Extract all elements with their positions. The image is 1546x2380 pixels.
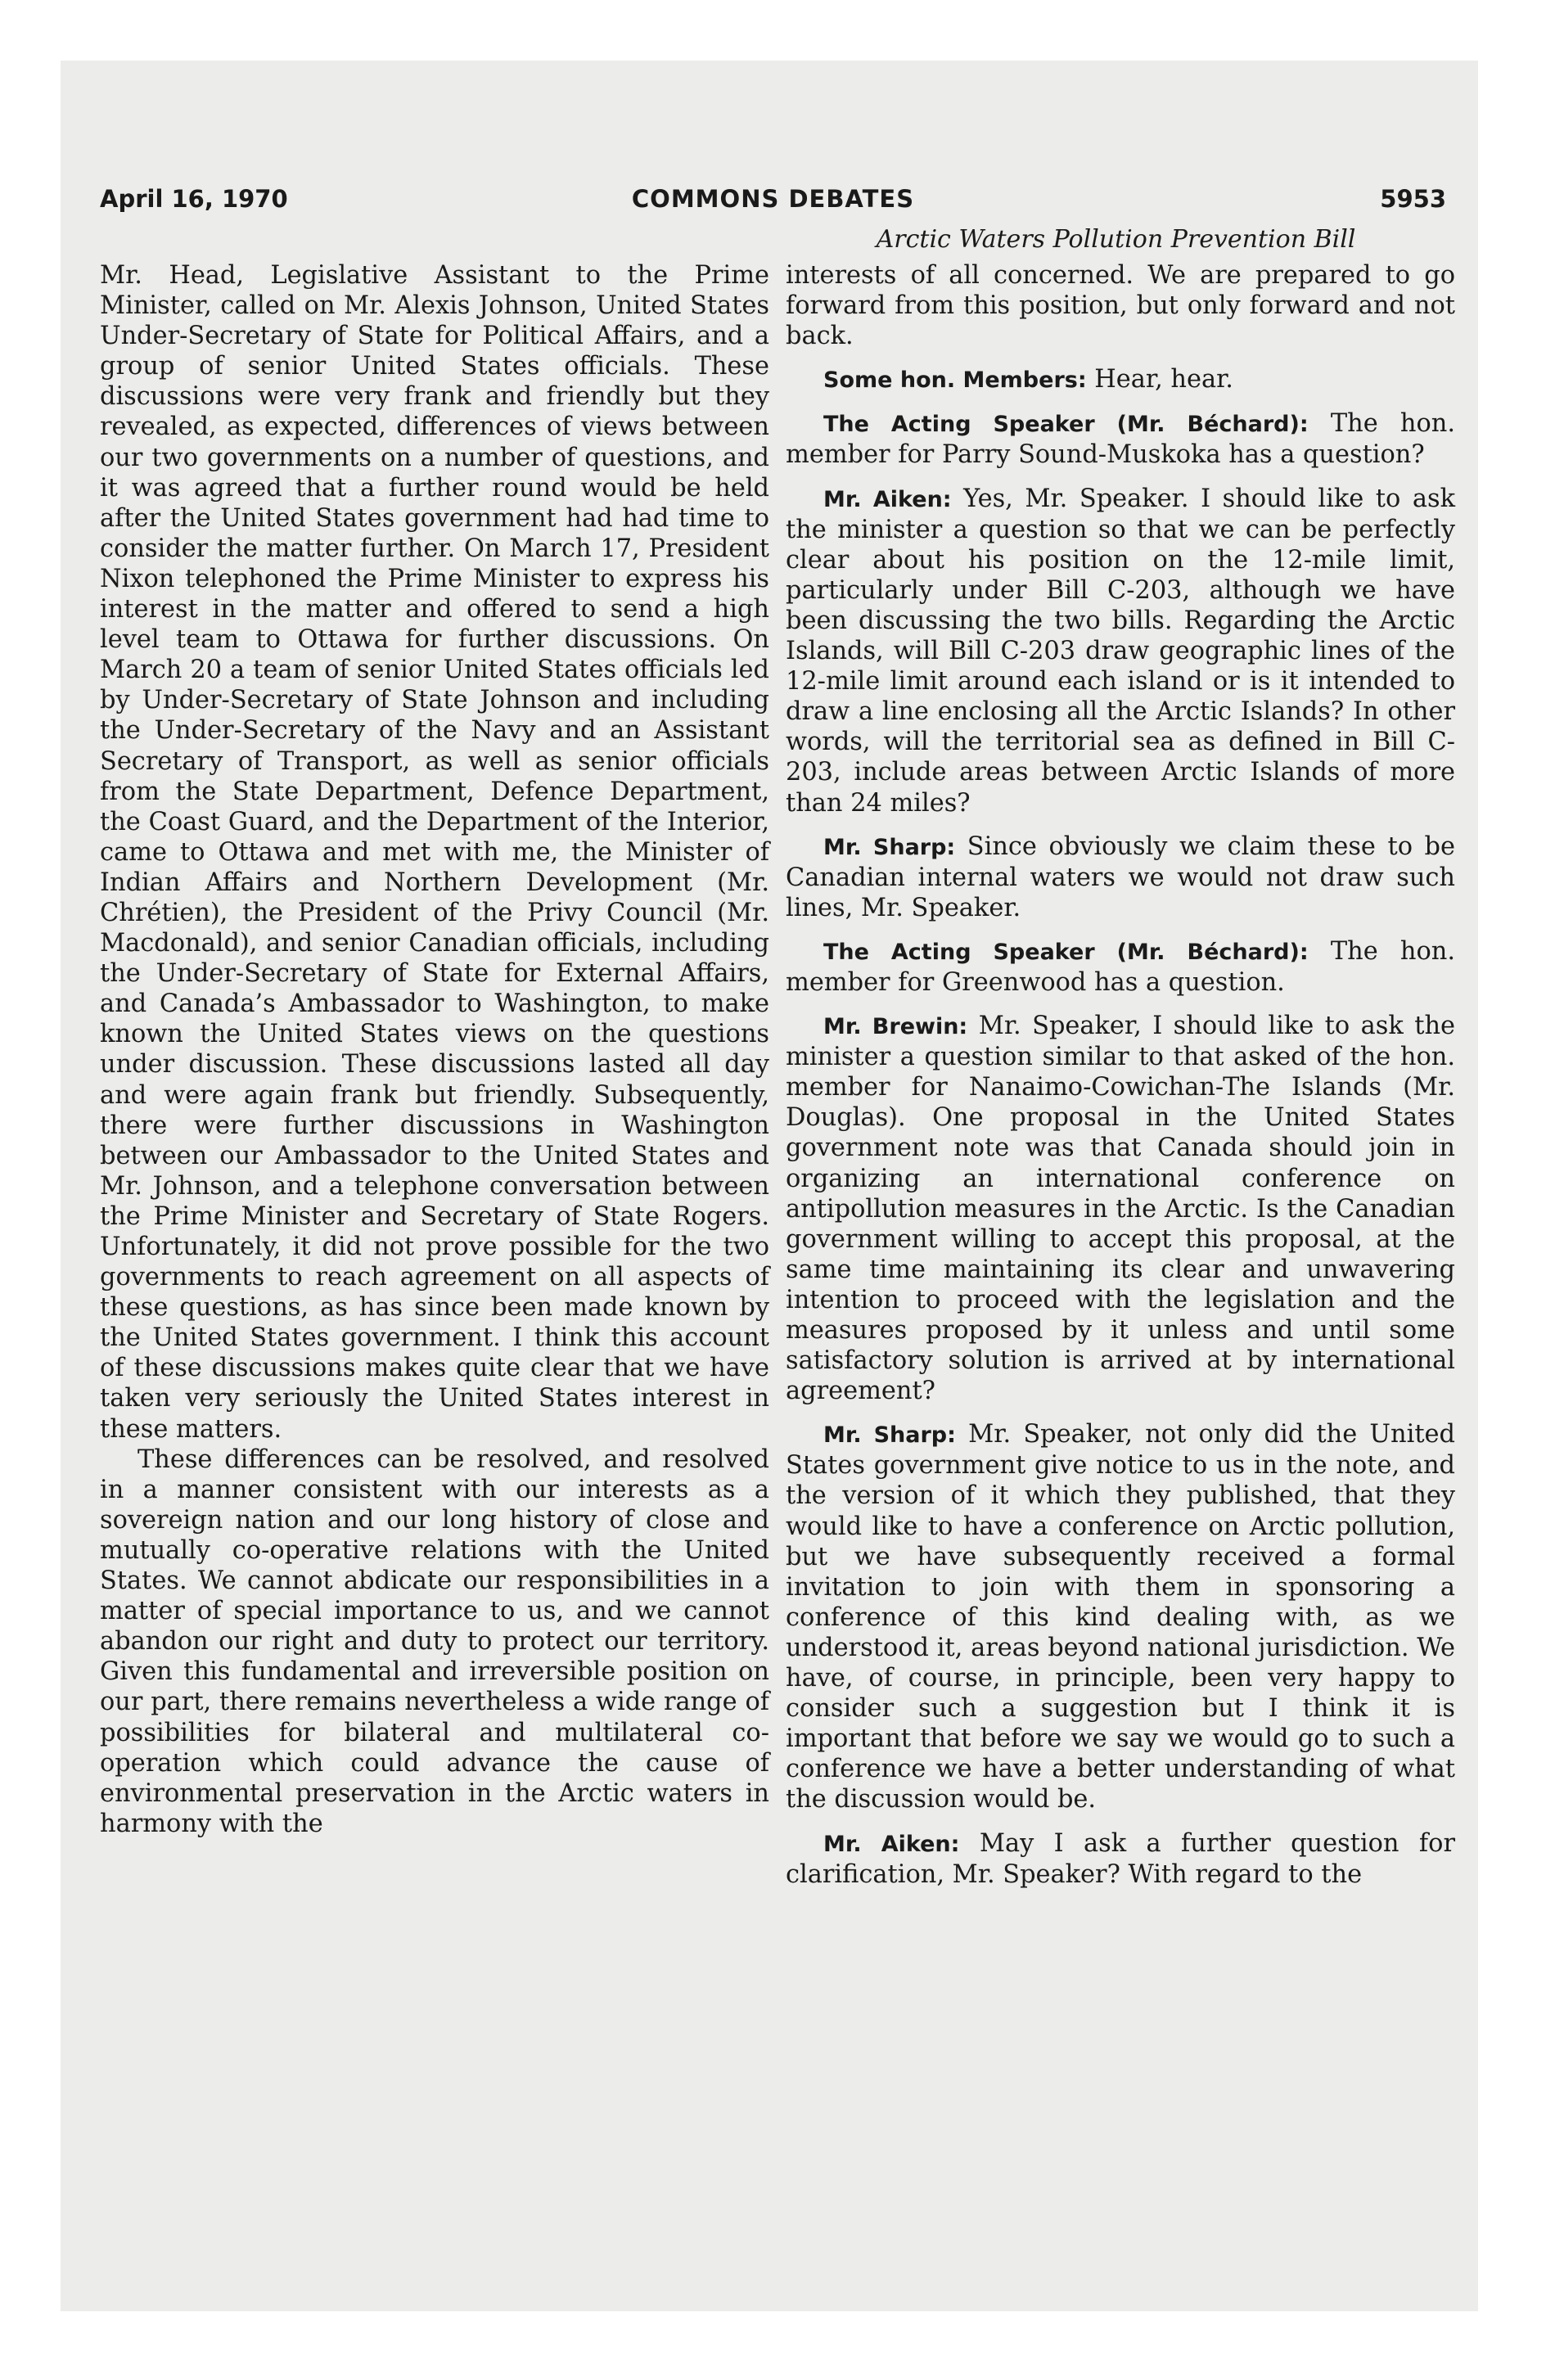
- speech-text: The hon. member for Parry Sound-Muskoka has a question?: [786, 409, 1455, 470]
- speech-paragraph: [786, 832, 1455, 923]
- speech-text: Mr. Speaker, I should like to ask the minister a question similar to that asked of the hon. member for Nanaimo-Cowichan-The Islands (Mr. Douglas). One proposal in the United States government note was that Canada should join in organizing an international conference on antipollution measures in the Arctic. Is the Canadian government willing to accept this proposal, at the same time maintaining its clear and unwavering intention to proceed with the legislation and the measures proposed by it unless and until some satisfactory solution is arrived at by international agreement?: [786, 1012, 1456, 1406]
- speaker-name: Mr. Sharp:: [823, 834, 956, 860]
- speaker-name: The Acting Speaker (Mr. Béchard):: [823, 939, 1309, 965]
- header-date: April 16, 1970: [100, 185, 288, 213]
- speech-paragraph: [786, 936, 1455, 998]
- speaker-name: Mr. Brewin:: [823, 1014, 968, 1040]
- header-title: COMMONS DEBATES: [631, 185, 915, 213]
- speech-paragraph: [786, 1419, 1455, 1814]
- speaker-name: Mr. Aiken:: [823, 486, 952, 512]
- speech-text: Hear, hear.: [1086, 365, 1233, 394]
- speech-paragraph: [786, 484, 1455, 818]
- speech-text: Yes, Mr. Speaker. I should like to ask the minister a question so that we can be perfectly clear about his position on the 12-mile limit, particularly under Bill C-203, although we have been discussing the two bills. Regarding the Arctic Islands, will Bill C-203 draw geographic lines of the 12-mile limit around each island or is it intended to draw a line enclosing all the Arctic Islands? In other words, will the territorial sea as defined in Bill C-203, include areas between Arctic Islands of more than 24 miles?: [786, 484, 1455, 818]
- right-column: [786, 260, 1455, 1890]
- speech-paragraph: [786, 1828, 1455, 1890]
- speech-text: Mr. Speaker, not only did the United States government give notice to us in the note, and the version of it which they published, that they would like to have a conference on Arctic pollution, but we have subsequently received a formal invitation to join with them in sponsoring a conference of this kind dealing with, as we understood it, areas beyond national jurisdiction. We have, of course, in principle, been very happy to consider such a suggestion but I think it is important that before we say we would go to such a conference we have a better understanding of what the discussion would be.: [786, 1420, 1455, 1814]
- speech-text: The hon. member for Greenwood has a question.: [786, 936, 1455, 997]
- speech-text: Since obviously we claim these to be Canadian internal waters we would not draw such lines, Mr. Speaker.: [786, 832, 1455, 922]
- speech-paragraph: [786, 364, 1455, 395]
- left-column: [100, 260, 769, 1839]
- paragraph: These differences can be resolved, and resolved in a manner consistent with our interests as a sovereign nation and our long history of close and mutually co-operative relations with the United States. We cannot abdicate our responsibilities in a matter of special importance to us, and we cannot abandon our right and duty to protect our territory. Given this fundamental and irreversible position on our part, there remains nevertheless a wide range of possibilities for bilateral and multilateral co-operation which could advance the cause of environmental preservation in the Arctic waters in harmony with the: [100, 1445, 769, 1838]
- paragraph: interests of all concerned. We are prepared to go forward from this position, but only forward and not back.: [786, 261, 1455, 351]
- speaker-name: Some hon. Members:: [823, 367, 1087, 394]
- paragraph: Mr. Head, Legislative Assistant to the Prime Minister, called on Mr. Alexis Johnson, United States Under-Secretary of State for Political Affairs, and a group of senior United States officials. These discussions were very frank and friendly but they revealed, as expected, differences of views between our two governments on a number of questions, and it was agreed that a further round would be held after the United States government had had time to consider the matter further. On March 17, President Nixon telephoned the Prime Minister to express his interest in the matter and offered to send a high level team to Ottawa for further discussions. On March 20 a team of senior United States officials led by Under-Secretary of State Johnson and including the Under-Secretary of the Navy and an Assistant Secretary of Transport, as well as senior officials from the State Department, Defence Department, the Coast Guard, and the Department of the Interior, came to Ottawa and met with me, the Minister of Indian Affairs and Northern Development (Mr. Chrétien), the President of the Privy Council (Mr. Macdonald), and senior Canadian officials, including the Under-Secretary of State for External Affairs, and Canada’s Ambassador to Washington, to make known the United States views on the questions under discussion. These discussions lasted all day and were again frank but friendly. Subsequently, there were further discussions in Washington between our Ambassador to the United States and Mr. Johnson, and a telephone conversation between the Prime Minister and Secretary of State Rogers. Unfortunately, it did not prove possible for the two governments to reach agreement on all aspects of these questions, as has since been made known by the United States government. I think this account of these discussions makes quite clear that we have taken very seriously the United States interest in these matters.: [100, 261, 769, 1444]
- bill-subtitle: Arctic Waters Pollution Prevention Bill: [876, 225, 1356, 254]
- speaker-name: Mr. Sharp:: [823, 1422, 956, 1449]
- page-header: [100, 185, 1446, 221]
- speech-text: May I ask a further question for clarification, Mr. Speaker? With regard to the: [786, 1828, 1455, 1889]
- speaker-name: The Acting Speaker (Mr. Béchard):: [823, 412, 1309, 438]
- speaker-name: Mr. Aiken:: [823, 1831, 960, 1857]
- page-number: 5953: [1380, 185, 1446, 213]
- speech-paragraph: [786, 408, 1455, 470]
- speech-paragraph: [786, 1011, 1455, 1406]
